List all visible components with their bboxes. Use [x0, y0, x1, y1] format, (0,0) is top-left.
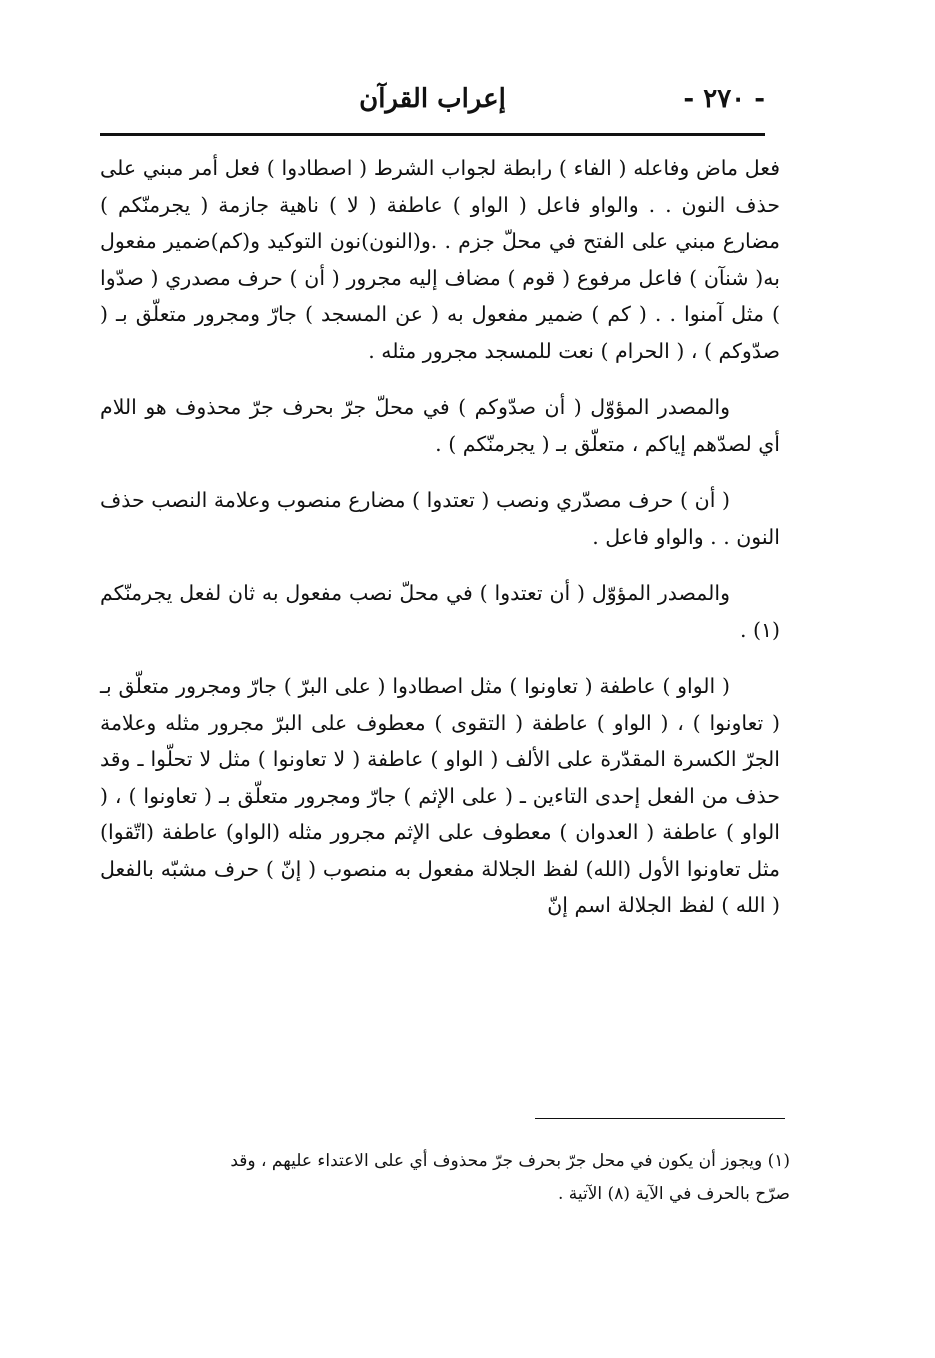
- paragraph-4: والمصدر المؤوّل ( أن تعتدوا ) في محلّ نصب مفعول به ثان لفعل يجرمنّكم (١) .: [100, 581, 780, 642]
- footnote-line-2: صرّح بالحرف في الآية (٨) الآتية .: [557, 1184, 790, 1204]
- paragraph-2: والمصدر المؤوّل ( أن صدّوكم ) في محلّ جرّ بحرف جرّ محذوف هو اللام أي لصدّهم إياكم ، متعلّق بـ ( يجرمنّكم ) .: [100, 395, 780, 456]
- running-header: [100, 80, 765, 124]
- book-title: إعراب القرآن: [359, 84, 506, 114]
- footnote-divider: [535, 1118, 785, 1119]
- footnote-line-1: (١) ويجوز أن يكون في محل جرّ بحرف جرّ محذوف أي على الاعتداء عليهم ، وقد: [230, 1151, 790, 1171]
- paragraph-3: ( أن ) حرف مصدّري ونصب ( تعتدوا ) مضارع منصوب وعلامة النصب حذف النون . . والواو فاعل .: [100, 488, 780, 549]
- main-text: [100, 150, 780, 924]
- header-divider: [100, 133, 765, 136]
- page-number: - ٢٧٠ -: [683, 84, 765, 114]
- paragraph-1: فعل ماض وفاعله ( الفاء ) رابطة لجواب الشرط ( اصطادوا ) فعل أمر مبني على حذف النون . . والواو فاعل ( الواو ) عاطفة ( لا ) ناهية جازمة ( يجرمنّكم ) مضارع مبني على الفتح في محلّ جزم . .و(النون)نون التوكيد و(كم)ضمير مفعول به( شنآن ) فاعل مرفوع ( قوم ) مضاف إليه مجرور ( أن ) حرف مصدري ( صدّوا ) مثل آمنوا . . ( كم ) ضمير مفعول به ( عن المسجد ) جارّ ومجرور متعلّق بـ ( صدّوكم ) ، ( الحرام ) نعت للمسجد مجرور مثله .: [100, 156, 780, 363]
- footnote: [140, 1145, 790, 1211]
- paragraph-5: ( الواو ) عاطفة ( تعاونوا ) مثل اصطادوا ( على البرّ ) جارّ ومجرور متعلّق بـ ( تعاونوا ) ، ( الواو ) عاطفة ( التقوى ) معطوف على البرّ مجرور مثله وعلامة الجرّ الكسرة المقدّرة على الألف ( الواو ) عاطفة ( لا تعاونوا ) مثل لا تحلّوا ـ وقد حذف من الفعل إحدى التاءين ـ ( على الإثم ) جارّ ومجرور متعلّق بـ ( تعاونوا ) ، ( الواو ) عاطفة ( العدوان ) معطوف على الإثم مجرور مثله (الواو) عاطفة (اتّقوا) مثل تعاونوا الأول (الله) لفظ الجلالة مفعول به منصوب ( إنّ ) حرف مشبّه بالفعل ( الله ) لفظ الجلالة اسم إنّ: [100, 674, 780, 917]
